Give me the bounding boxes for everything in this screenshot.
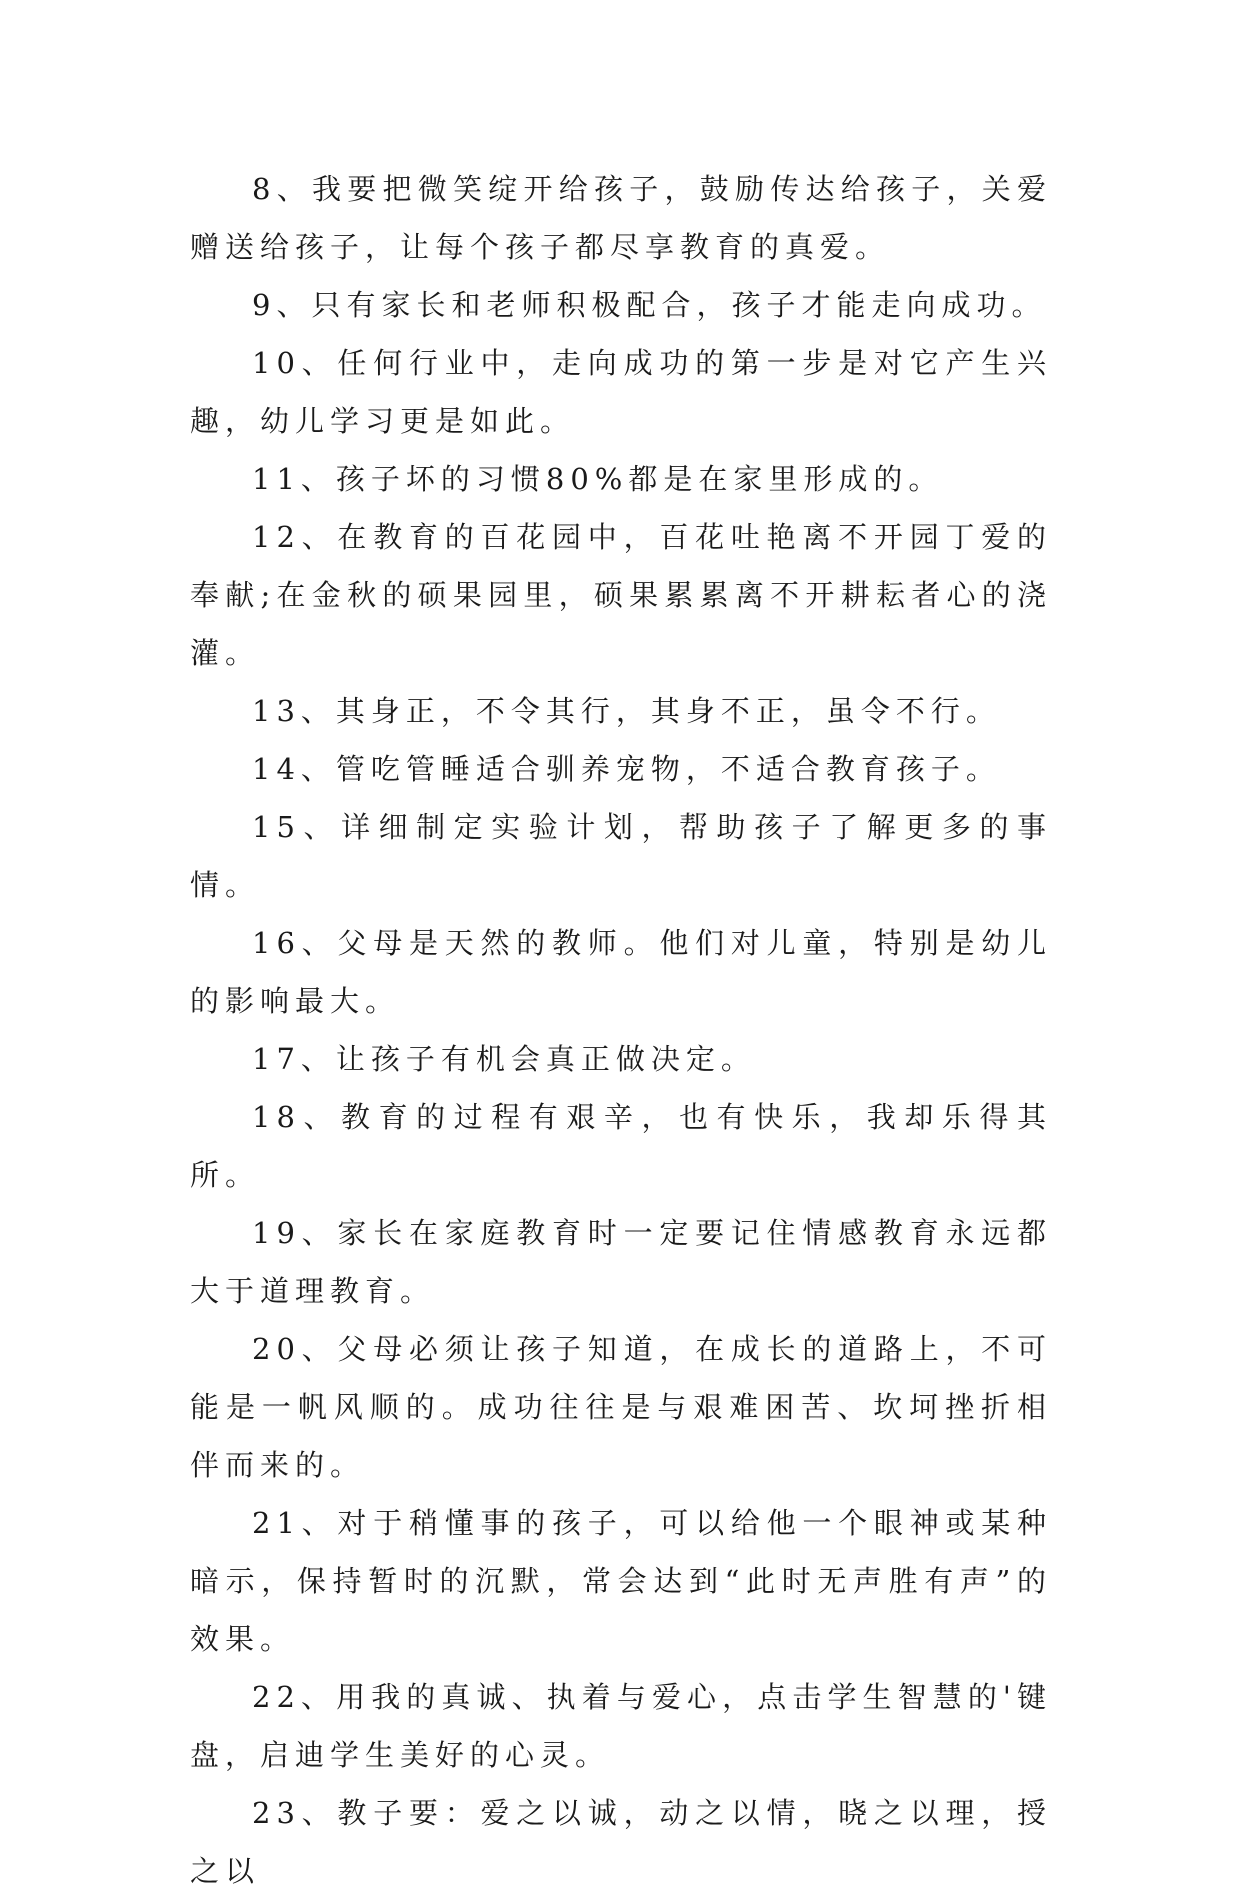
paragraph: 11、孩子坏的习惯80%都是在家里形成的。 bbox=[252, 462, 944, 496]
paragraph: 16、父母是天然的教师。他们对儿童，特别是幼儿的影响最大。 bbox=[190, 926, 1052, 1018]
paragraph: 17、让孩子有机会真正做决定。 bbox=[252, 1042, 756, 1076]
paragraph: 23、教子要：爱之以诚，动之以情，晓之以理，授之以 bbox=[190, 1796, 1052, 1888]
document-body bbox=[190, 160, 1052, 1900]
paragraph: 15、详细制定实验计划，帮助孩子了解更多的事情。 bbox=[190, 810, 1052, 902]
paragraph: 14、管吃管睡适合驯养宠物，不适合教育孩子。 bbox=[252, 752, 1001, 786]
paragraph: 18、教育的过程有艰辛，也有快乐，我却乐得其所。 bbox=[190, 1100, 1052, 1192]
paragraph: 21、对于稍懂事的孩子，可以给他一个眼神或某种暗示，保持暂时的沉默，常会达到“此时无声胜有声”的效果。 bbox=[190, 1506, 1052, 1656]
paragraph: 10、任何行业中，走向成功的第一步是对它产生兴趣，幼儿学习更是如此。 bbox=[190, 346, 1052, 438]
paragraph: 13、其身正，不令其行，其身不正，虽令不行。 bbox=[252, 694, 1001, 728]
paragraph: 12、在教育的百花园中，百花吐艳离不开园丁爱的奉献;在金秋的硕果园里，硕果累累离不开耕耘者心的浇灌。 bbox=[190, 520, 1052, 670]
paragraph: 20、父母必须让孩子知道，在成长的道路上，不可能是一帆风顺的。成功往往是与艰难困苦、坎坷挫折相伴而来的。 bbox=[190, 1332, 1052, 1482]
paragraph: 8、我要把微笑绽开给孩子，鼓励传达给孩子，关爱赠送给孩子，让每个孩子都尽享教育的真爱。 bbox=[190, 172, 1052, 264]
paragraph: 19、家长在家庭教育时一定要记住情感教育永远都大于道理教育。 bbox=[190, 1216, 1052, 1308]
paragraph: 9、只有家长和老师积极配合，孩子才能走向成功。 bbox=[252, 288, 1047, 322]
paragraph: 22、用我的真诚、执着与爱心，点击学生智慧的'键盘，启迪学生美好的心灵。 bbox=[190, 1680, 1052, 1772]
